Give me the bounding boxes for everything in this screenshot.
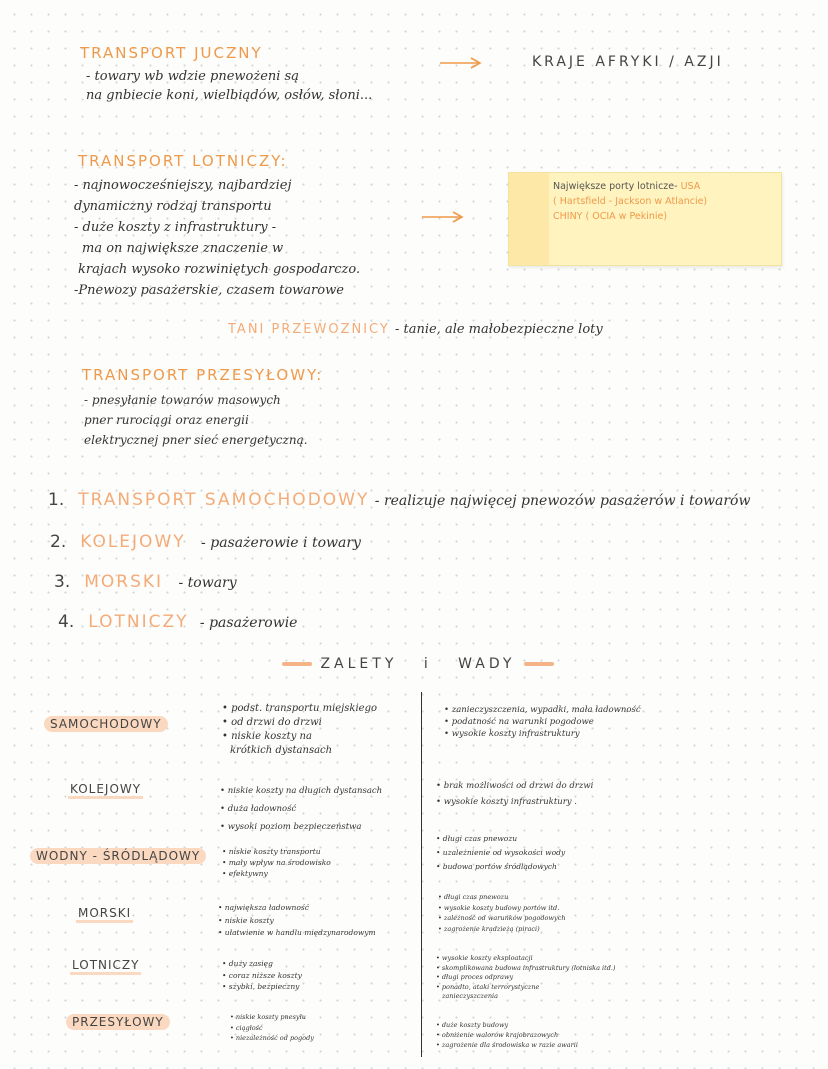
row-label: MORSKI [76,906,133,923]
lotniczy-title: TRANSPORT LOTNICZY: [78,152,288,170]
cons-list: • długi czas pnewozu • wysokie koszty budowy portów itd. • zależność od warunków pogodowych • zagrożenie kradzieżą (piraci) [438,893,566,933]
arrow-right-icon [438,56,484,70]
row-label: KOLEJOWY [68,782,143,799]
note-line: ( Hartsfield - Jackson w Atlancie) [553,196,708,207]
row-label: WODNY - ŚRÓDLĄDOWY [30,848,206,864]
juczny-text: - towary wb wdzie pnewożeni są na gnbiecie koni, wielbiądów, osłów, słoni... [86,69,373,103]
rank-item: 2. KOLEJOWY - pasażerowie i towary [50,532,361,552]
cons-list: • długi czas pnewozu • uzależnienie od wysokości wody • budowa portów śródlądowych [436,834,566,871]
zalety-wady-title: ZALETY i WADY [282,656,554,672]
tani-label: TANI PRZEWOZNICY [228,322,390,337]
row-label: SAMOCHODOWY [44,716,168,732]
rank-item: 3. MORSKI - towary [54,572,237,592]
pros-list: • niskie koszty pnesyłu • ciągłość • niezależność od pogody [230,1013,314,1042]
juczny-target: KRAJE AFRYKI / AZJI [532,54,724,70]
przesylowy-text: - pnesyłanie towarów masowych pner rurociągi oraz energii elektrycznej pner sieć energetyczną. [84,393,308,447]
lotniczy-text: - najnowocześniejszy, najbardziej dynamiczny rodzaj transportu - duże koszty z infrastruktury - ma on największe znaczenie w krajach wysoko rozwiniętych gospodarczo. -Pnewozy pasażerskie, czasem towarowe [74,178,361,298]
tani-line [228,318,603,337]
rank-item: 4. LOTNICZY - pasażerowie [58,612,298,632]
rank-item: 1. TRANSPORT SAMOCHODOWY - realizuje najwięcej pnewozów pasażerów i towarów [48,490,751,510]
tani-text: - tanie, ale małobezpieczne loty [394,322,603,337]
note-country: USA [680,181,701,192]
sticky-note [508,172,782,266]
column-divider [421,692,422,1057]
pros-list: • duży zasięg • coraz niższe koszty • szybki, bezpieczny [222,959,302,991]
cons-list: • wysokie koszty eksploatacji • skomplikowana budowa infrastruktury (lotniska itd.) • długi proces odprawy • ponadto, ataki terrorystyczne zanieczyszczenia [436,954,616,1000]
pros-list: • niskie koszty transportu • mały wpływ na środowisko • efektywny [222,847,331,878]
row-label: PRZESYŁOWY [66,1014,170,1030]
przesylowy-title: TRANSPORT PRZESYŁOWY: [82,366,324,384]
note-line: CHINY ( OCIA w Pekinie) [553,211,668,222]
cons-list: • zanieczyszczenia, wypadki, mała ładowność • podatność na warunki pogodowe • wysokie koszty infrastruktury [444,705,641,739]
pros-list: • niskie koszty na długich dystansach • duża ładowność • wysoki poziom bezpieczeństwa [220,786,383,832]
note-line: Największe porty lotnicze- [553,181,681,192]
cons-list: • duże koszty budowy • obniżenie walorów krajobrazowych • zagrożenie dla środowiska w razie awarii [436,1021,578,1049]
cons-list: • brak możliwości od drzwi do drzwi • wysokie koszty infrastruktury . [436,781,594,807]
arrow-right-icon [420,210,466,224]
row-label: LOTNICZY [70,958,141,975]
pros-list: • podst. transportu miejskiego • od drzwi do drzwi • niskie koszty na krótkich dystansach [222,703,378,756]
pros-list: • największa ładowność • niskie koszty • ułatwienie w handlu międzynarodowym [218,903,376,937]
juczny-title: TRANSPORT JUCZNY [80,44,263,62]
